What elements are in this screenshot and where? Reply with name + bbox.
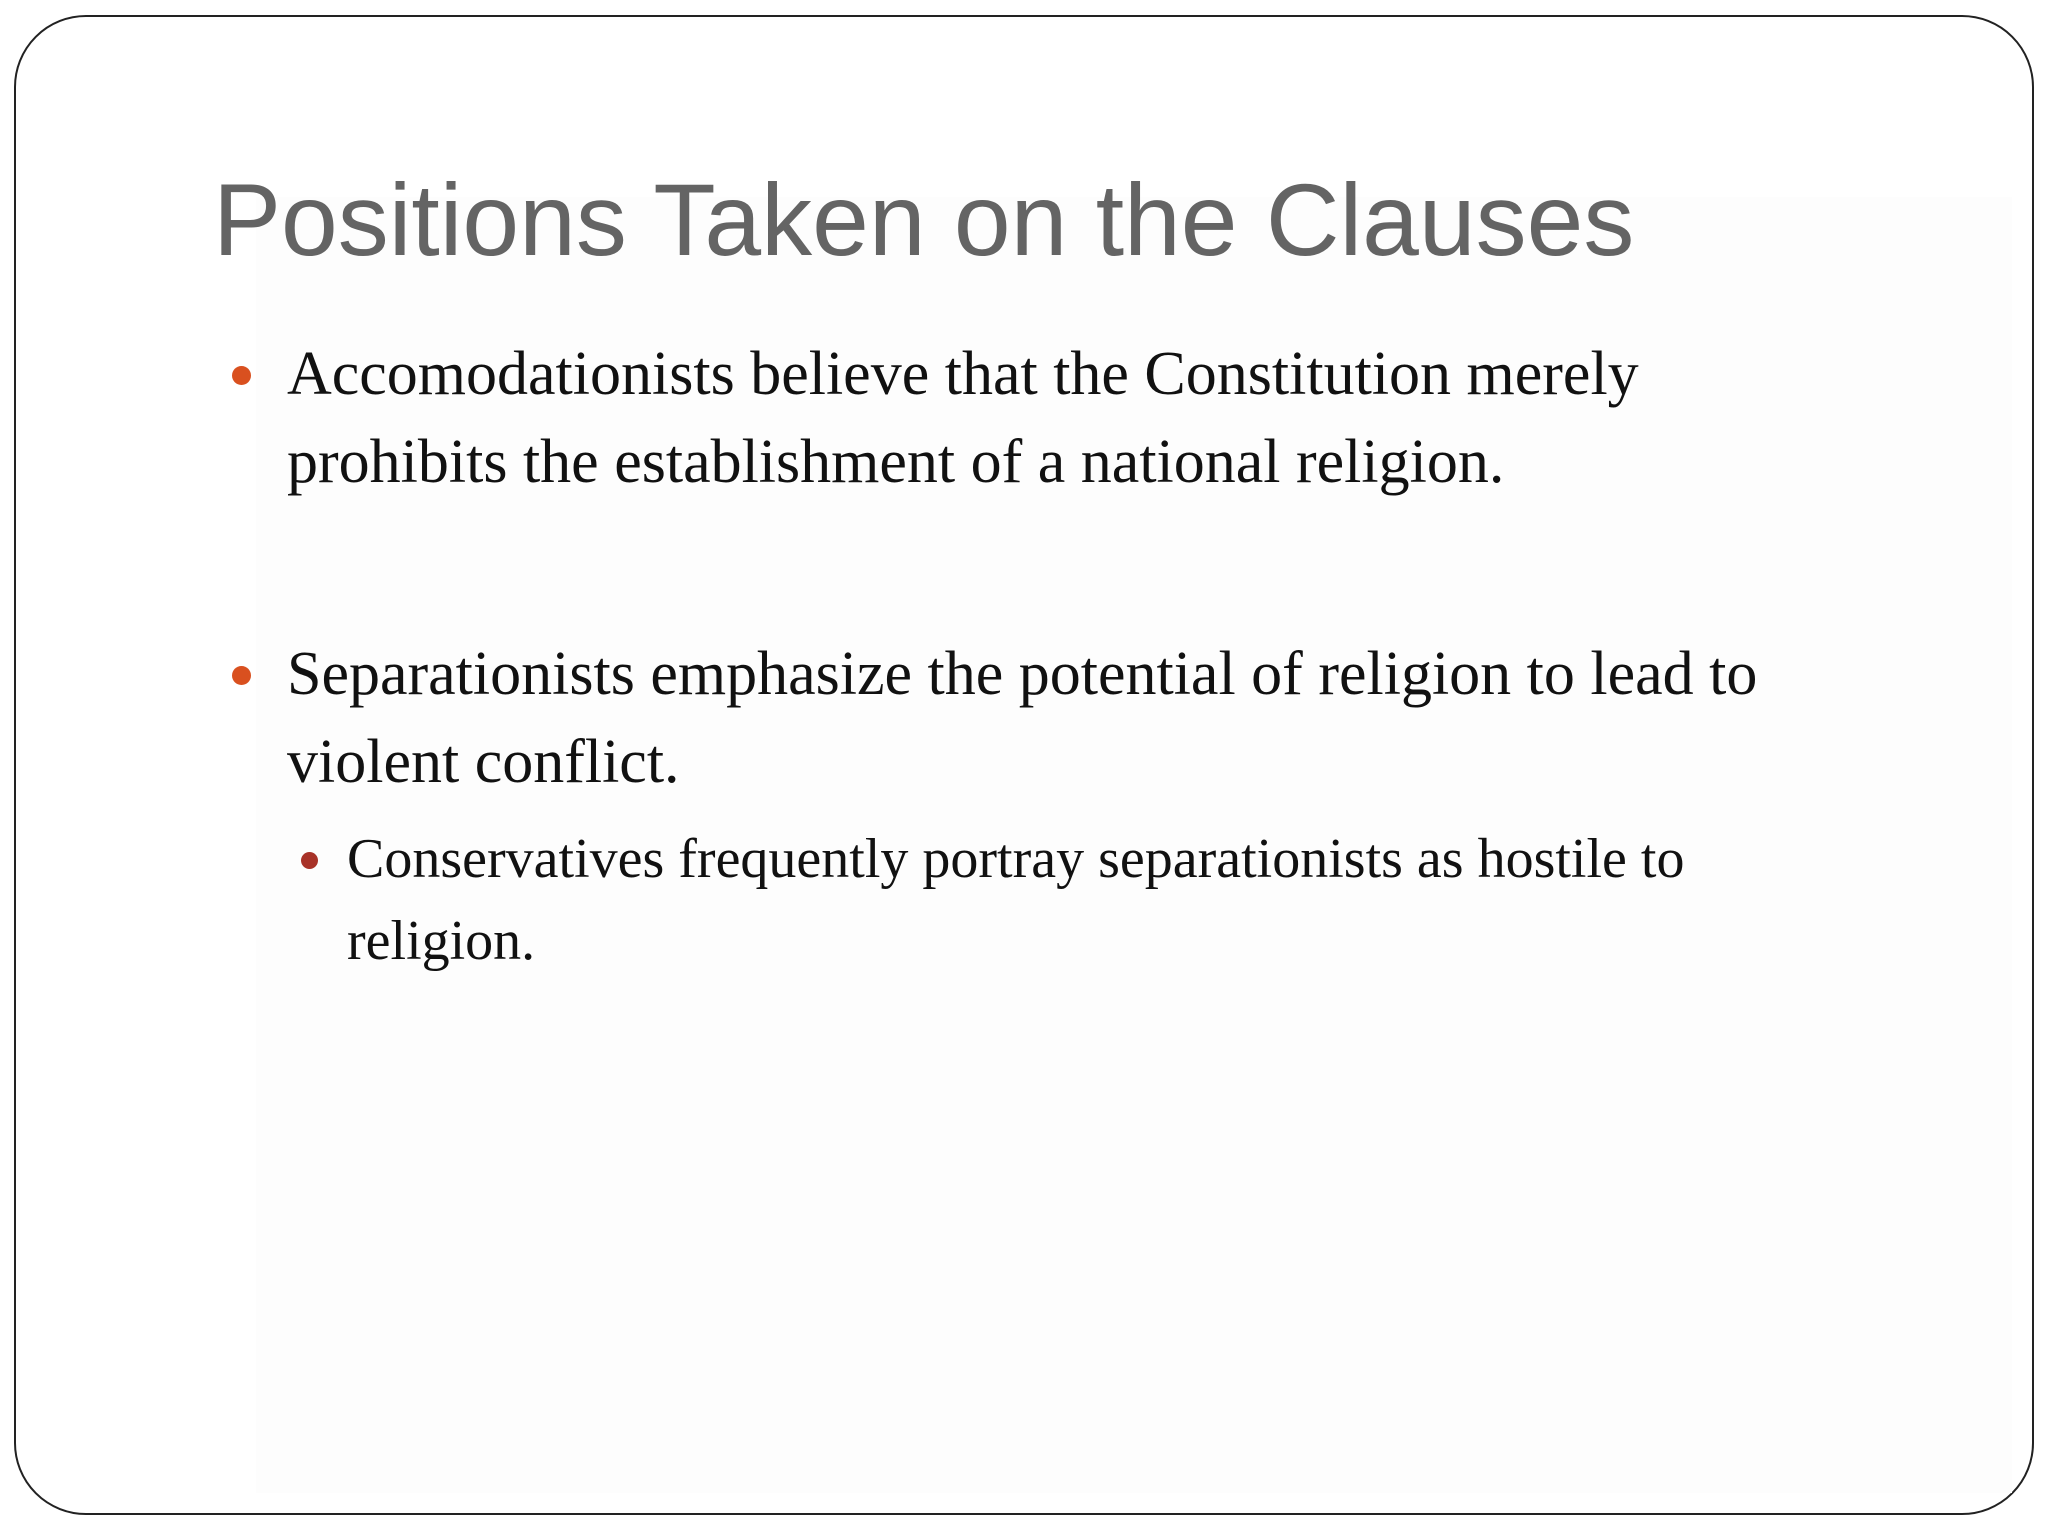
sub-bullet-dot-icon	[301, 852, 318, 869]
bullet-dot-icon	[232, 366, 251, 385]
bullet-text: Separationists emphasize the potential of religion to lead to violent conflict.	[287, 640, 1758, 796]
sub-bullet-text: Conservatives frequently portray separationists as hostile to religion.	[347, 828, 1685, 972]
slide-body	[213, 330, 1873, 982]
bullet-dot-icon	[232, 666, 251, 685]
bullet-item	[213, 330, 1873, 506]
bullet-item	[213, 630, 1873, 806]
bullet-text: Accomodationists believe that the Constitution merely prohibits the establishment of a national religion.	[287, 340, 1639, 496]
slide-title: Positions Taken on the Clauses	[213, 163, 1635, 277]
sub-bullet-item	[213, 818, 1873, 982]
